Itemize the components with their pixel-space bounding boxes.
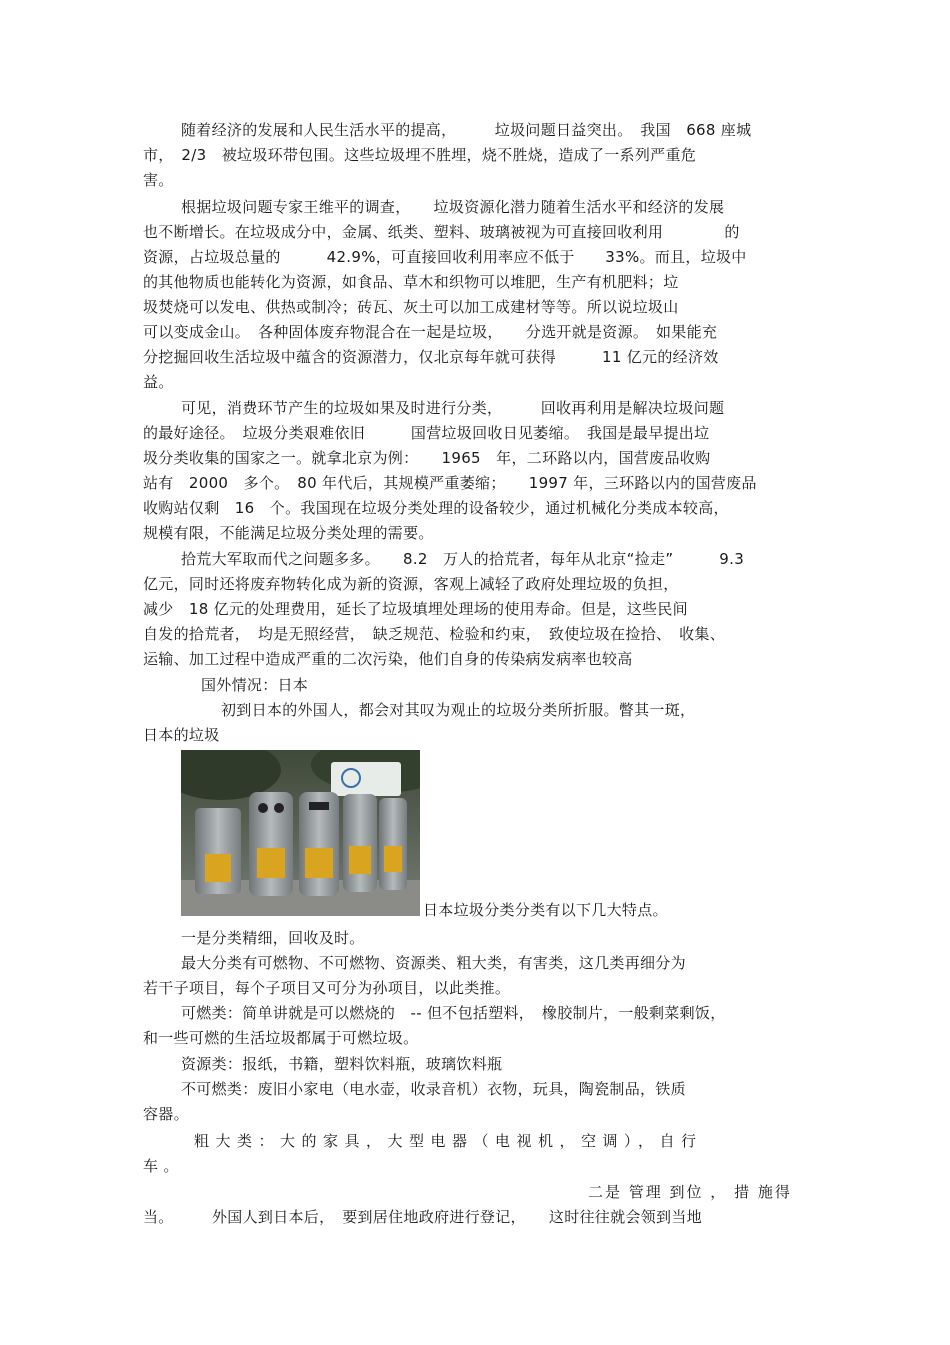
- text-line: 拾荒大军取而代之问题多多。 8.2 万人的拾荒者，每年从北京“捡走” 9.3: [181, 550, 745, 568]
- text-line: 圾焚烧可以发电、供热或制冷；砖瓦、灰土可以加工成建材等等。所以说垃圾山: [143, 298, 679, 316]
- text-line: 若干子项目，每个子项目又可分为孙项目，以此类推。: [143, 979, 511, 997]
- text-line: 的其他物质也能转化为资源，如食品、草木和织物可以堆肥，生产有机肥料；垃: [143, 273, 679, 291]
- recycling-bins-photo: [181, 750, 420, 916]
- text-line: 粗大类：大的家具，大型电器（电视机，空调），自行: [194, 1132, 703, 1150]
- text-line: 二是 管理 到位 ， 措 施得: [588, 1183, 792, 1201]
- text-line: 自发的拾荒者， 均是无照经营， 缺乏规范、检验和约束， 致使垃圾在捡拾、 收集、: [143, 625, 726, 643]
- text-line: 害。: [143, 171, 174, 189]
- section-heading: 国外情况：日本: [201, 676, 309, 694]
- text-line: 可以变成金山。 各种固体废弃物混合在一起是垃圾， 分选开就是资源。 如果能充: [143, 323, 718, 341]
- photo-caption: 日本垃圾分类分类有以下几大特点。: [423, 901, 668, 919]
- text-line: 日本的垃圾: [143, 726, 220, 744]
- text-line: 容器。: [143, 1105, 189, 1123]
- text-line: 车 。: [143, 1157, 179, 1175]
- text-line: 最大分类有可燃物、不可燃物、资源类、粗大类，有害类，这几类再细分为: [181, 954, 686, 972]
- recycling-bins-illustration: [181, 750, 420, 916]
- text-line: 随着经济的发展和人民生活水平的提高， 垃圾问题日益突出。 我国 668 座城: [181, 121, 752, 139]
- text-line: 可见，消费环节产生的垃圾如果及时进行分类， 回收再利用是解决垃圾问题: [181, 399, 725, 417]
- text-line: 也不断增长。在垃圾成分中，金属、纸类、塑料、玻璃被视为可直接回收利用 的: [143, 223, 740, 241]
- text-line: 可燃类：简单讲就是可以燃烧的 -- 但不包括塑料， 橡胶制片，一般剩菜剩饭，: [181, 1004, 726, 1022]
- text-line: 资源，占垃圾总量的 42.9%，可直接回收利用率应不低于 33%。而且，垃圾中: [143, 248, 747, 266]
- text-line: 亿元，同时还将废弃物转化成为新的资源，客观上减轻了政府处理垃圾的负担，: [143, 575, 679, 593]
- text-line: 初到日本的外国人，都会对其叹为观止的垃圾分类所折服。瞥其一斑，: [221, 701, 696, 719]
- text-line: 益。: [143, 373, 174, 391]
- text-line: 一是分类精细，回收及时。: [181, 929, 365, 947]
- text-line: 根据垃圾问题专家王维平的调查， 垃圾资源化潜力随着生活水平和经济的发展: [181, 198, 725, 216]
- text-line: 收购站仅剩 16 个。我国现在垃圾分类处理的设备较少，通过机械化分类成本较高，: [143, 499, 729, 517]
- text-line: 不可燃类：废旧小家电（电水壶，收录音机）衣物，玩具，陶瓷制品，铁质: [181, 1080, 686, 1098]
- text-line: 站有 2000 多个。 80 年代后，其规模严重萎缩； 1997 年，三环路以内的国营废品: [143, 474, 757, 492]
- text-line: 分挖掘回收生活垃圾中蕴含的资源潜力，仅北京每年就可获得 11 亿元的经济效: [143, 348, 719, 366]
- text-line: 减少 18 亿元的处理费用，延长了垃圾填埋处理场的使用寿命。但是，这些民间: [143, 600, 688, 618]
- text-line: 运输、加工过程中造成严重的二次污染，他们自身的传染病发病率也较高: [143, 650, 633, 668]
- text-line: 资源类：报纸，书籍，塑料饮料瓶，玻璃饮料瓶: [181, 1055, 503, 1073]
- text-line: 规模有限，不能满足垃圾分类处理的需要。: [143, 524, 434, 542]
- text-line: 和一些可燃的生活垃圾都属于可燃垃圾。: [143, 1029, 419, 1047]
- text-line: 的最好途径。 垃圾分类艰难依旧 国营垃圾回收日见萎缩。 我国是最早提出垃: [143, 424, 710, 442]
- text-line: 当。 外国人到日本后， 要到居住地政府进行登记， 这时往往就会领到当地: [143, 1208, 702, 1226]
- text-line: 圾分类收集的国家之一。就拿北京为例： 1965 年，二环路以内，国营废品收购: [143, 449, 711, 467]
- text-line: 市， 2/3 被垃圾环带包围。这些垃圾埋不胜埋，烧不胜烧，造成了一系列严重危: [143, 146, 697, 164]
